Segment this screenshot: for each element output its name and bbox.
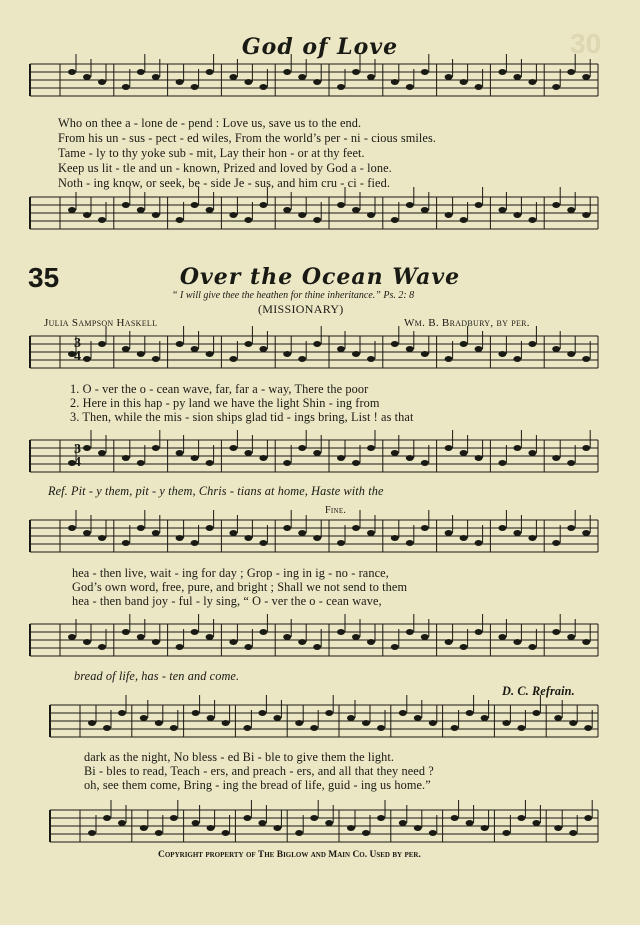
note-head [337, 346, 345, 352]
note-head [352, 351, 360, 357]
time-signature-bass [74, 443, 81, 469]
note-head [191, 629, 199, 635]
note-head [502, 720, 510, 726]
note-head [451, 725, 459, 731]
note-head [122, 455, 130, 461]
note-head [532, 820, 540, 826]
note-head [532, 710, 540, 716]
note-head [98, 217, 106, 223]
note-head [155, 720, 163, 726]
note-head [191, 455, 199, 461]
note-head [259, 84, 267, 90]
note-head [98, 644, 106, 650]
note-head [584, 815, 592, 821]
note-head [567, 207, 575, 213]
note-head [298, 639, 306, 645]
note-head [528, 79, 536, 85]
note-head [176, 217, 184, 223]
note-head [98, 79, 106, 85]
note-head [445, 356, 453, 362]
note-head [191, 540, 199, 546]
note-head [337, 84, 345, 90]
note-head [222, 830, 230, 836]
note-head [421, 351, 429, 357]
note-head [258, 710, 266, 716]
note-head [554, 825, 562, 831]
note-head [243, 725, 251, 731]
note-head [83, 445, 91, 451]
note-head [98, 341, 106, 347]
note-head [406, 629, 414, 635]
note-head [259, 629, 267, 635]
note-head [552, 540, 560, 546]
note-head [582, 356, 590, 362]
note-head [552, 629, 560, 635]
note-head [258, 820, 266, 826]
system2-refrain: bread of life, has - ten and come. [74, 669, 240, 683]
note-head [517, 815, 525, 821]
note-head [259, 540, 267, 546]
note-head [367, 74, 375, 80]
time-signature-top-bass: 3 [74, 442, 81, 457]
note-head [584, 725, 592, 731]
note-head [206, 207, 214, 213]
note-head [283, 634, 291, 640]
system1-verse-1: 1. O - ver the o - cean wave, far, far a - way, There the poor [70, 382, 369, 396]
note-head [466, 820, 474, 826]
note-head [498, 351, 506, 357]
note-head [391, 644, 399, 650]
note-head [83, 212, 91, 218]
note-head [244, 644, 252, 650]
note-head [460, 450, 468, 456]
note-head [337, 540, 345, 546]
page-ghost-number: 30 [570, 28, 602, 59]
system3-verse-2: Bi - bles to read, Teach - ers, and preach - ers, and all that they need ? [84, 764, 434, 778]
note-head [83, 74, 91, 80]
note-head [421, 634, 429, 640]
note-head [137, 69, 145, 75]
note-head [98, 535, 106, 541]
note-head [140, 825, 148, 831]
note-head [152, 356, 160, 362]
note-head [259, 455, 267, 461]
note-head [528, 341, 536, 347]
note-head [137, 460, 145, 466]
note-head [406, 346, 414, 352]
note-head [352, 634, 360, 640]
note-head [552, 346, 560, 352]
note-head [347, 825, 355, 831]
note-head [68, 207, 76, 213]
hymn-subtitle: (MISSIONARY) [258, 302, 344, 316]
note-head [498, 69, 506, 75]
note-head [475, 629, 483, 635]
note-head [298, 212, 306, 218]
note-head [295, 720, 303, 726]
note-head [460, 644, 468, 650]
note-head [352, 69, 360, 75]
copyright-notice: Copyright property of The Biglow and Main Co. Used by per. [158, 850, 421, 860]
note-head [513, 212, 521, 218]
note-head [406, 84, 414, 90]
note-head [310, 815, 318, 821]
note-head [176, 535, 184, 541]
note-head [460, 341, 468, 347]
note-head [513, 356, 521, 362]
note-head [421, 460, 429, 466]
note-head [352, 207, 360, 213]
note-head [222, 720, 230, 726]
note-head [513, 445, 521, 451]
note-head [137, 207, 145, 213]
note-head [229, 639, 237, 645]
note-head [298, 74, 306, 80]
note-head [513, 74, 521, 80]
note-head [152, 212, 160, 218]
note-head [362, 830, 370, 836]
note-head [229, 356, 237, 362]
note-head [206, 634, 214, 640]
note-head [352, 460, 360, 466]
note-head [244, 450, 252, 456]
note-head [176, 450, 184, 456]
note-head [283, 460, 291, 466]
note-head [152, 445, 160, 451]
system1-verse-2: 2. Here in this hap - py land we have the light Shin - ing from [70, 396, 380, 410]
note-head [502, 830, 510, 836]
note-head [191, 84, 199, 90]
note-head [460, 217, 468, 223]
note-head [414, 825, 422, 831]
hymn-number: 35 [28, 262, 60, 293]
note-head [176, 79, 184, 85]
note-head [207, 825, 215, 831]
note-head [137, 351, 145, 357]
note-head [325, 710, 333, 716]
note-head [122, 84, 130, 90]
note-head [118, 710, 126, 716]
note-head [244, 535, 252, 541]
system2-verse-3: hea - then band joy - ful - ly sing, “ O - ver the o - cean wave, [72, 594, 382, 608]
note-head [313, 79, 321, 85]
note-head [206, 69, 214, 75]
note-head [399, 710, 407, 716]
note-head [445, 445, 453, 451]
note-head [83, 356, 91, 362]
note-head [152, 74, 160, 80]
note-head [406, 540, 414, 546]
note-head [176, 644, 184, 650]
note-head [552, 84, 560, 90]
note-head [498, 525, 506, 531]
note-head [475, 346, 483, 352]
dc-refrain-label: D. C. Refrain. [502, 684, 575, 698]
note-head [298, 356, 306, 362]
note-head [206, 460, 214, 466]
note-head [298, 530, 306, 536]
note-head [445, 639, 453, 645]
note-head [298, 445, 306, 451]
note-head [406, 202, 414, 208]
note-head [122, 202, 130, 208]
author-credit: Julia Sampson Haskell [44, 317, 158, 329]
note-head [377, 725, 385, 731]
note-head [554, 715, 562, 721]
note-head [337, 202, 345, 208]
note-head [451, 815, 459, 821]
system3-verse-1: dark as the night, No bless - ed Bi - ble to give them the light. [84, 750, 395, 764]
note-head [229, 445, 237, 451]
note-head [582, 74, 590, 80]
note-head [528, 535, 536, 541]
note-head [68, 69, 76, 75]
note-head [406, 455, 414, 461]
note-head [582, 639, 590, 645]
note-head [567, 634, 575, 640]
note-head [352, 525, 360, 531]
hymn-top-verse-5: Noth - ing know, or seek, be - side Je - sus, and him cru - ci - fied. [58, 176, 390, 190]
note-head [229, 212, 237, 218]
note-head [313, 644, 321, 650]
hymn-top-verse-1: Who on thee a - lone de - pend : Love us, save us to the end. [58, 116, 362, 130]
hymn-top-verse-3: Tame - ly to thy yoke sub - mit, Lay their hon - or at thy feet. [58, 146, 365, 160]
note-head [399, 820, 407, 826]
note-head [103, 725, 111, 731]
note-head [313, 450, 321, 456]
note-head [207, 715, 215, 721]
note-head [259, 202, 267, 208]
note-head [176, 341, 184, 347]
note-head [206, 525, 214, 531]
note-head [273, 825, 281, 831]
note-head [475, 540, 483, 546]
note-head [140, 715, 148, 721]
note-head [152, 639, 160, 645]
note-head [414, 715, 422, 721]
note-head [83, 530, 91, 536]
note-head [367, 530, 375, 536]
note-head [421, 207, 429, 213]
note-head [337, 455, 345, 461]
note-head [122, 540, 130, 546]
note-head [475, 84, 483, 90]
note-head [367, 445, 375, 451]
system2-verse-1: hea - then live, wait - ing for day ; Grop - ing in ig - no - rance, [72, 566, 389, 580]
note-head [68, 634, 76, 640]
system1-verse-3: 3. Then, while the mis - sion ships glad tid - ings bring, List ! as that [70, 410, 414, 424]
hymn-top-verse-4: Keep us lit - tle and un - known, Prized and loved by God a - lone. [58, 161, 392, 175]
note-head [103, 815, 111, 821]
note-head [118, 820, 126, 826]
note-head [517, 725, 525, 731]
note-head [429, 720, 437, 726]
time-signature-treble [74, 337, 81, 363]
note-head [337, 629, 345, 635]
note-head [421, 69, 429, 75]
note-head [445, 212, 453, 218]
note-head [391, 79, 399, 85]
note-head [569, 830, 577, 836]
note-head [391, 535, 399, 541]
note-head [567, 460, 575, 466]
note-head [191, 346, 199, 352]
note-head [552, 455, 560, 461]
system2-verse-2: God’s own word, free, pure, and bright ; Shall we not send to them [72, 580, 408, 594]
hymn-top-title: God of Love [241, 34, 399, 60]
note-head [313, 341, 321, 347]
fine-label: Fine. [325, 505, 347, 516]
note-head [429, 830, 437, 836]
note-head [481, 715, 489, 721]
note-head [528, 450, 536, 456]
note-head [88, 830, 96, 836]
time-signature-top: 3 [74, 336, 81, 351]
note-head [475, 202, 483, 208]
time-signature-bottom-bass: 4 [74, 455, 81, 470]
note-head [283, 207, 291, 213]
note-head [122, 346, 130, 352]
note-head [137, 525, 145, 531]
note-head [528, 217, 536, 223]
note-head [229, 74, 237, 80]
note-head [83, 639, 91, 645]
note-head [273, 715, 281, 721]
note-head [498, 460, 506, 466]
note-head [192, 820, 200, 826]
note-head [391, 450, 399, 456]
note-head [481, 825, 489, 831]
note-head [552, 202, 560, 208]
note-head [582, 212, 590, 218]
note-head [310, 725, 318, 731]
system1-refrain: Ref. Pit - y them, pit - y them, Chris - tians at home, Haste with the [48, 484, 384, 498]
note-head [367, 356, 375, 362]
note-head [137, 634, 145, 640]
note-head [567, 351, 575, 357]
note-head [68, 525, 76, 531]
note-head [445, 530, 453, 536]
note-head [313, 535, 321, 541]
note-head [421, 525, 429, 531]
note-head [206, 351, 214, 357]
note-head [367, 212, 375, 218]
note-head [460, 535, 468, 541]
note-head [513, 530, 521, 536]
composer-credit: Wm. B. Bradbury, by per. [404, 317, 530, 329]
note-head [98, 450, 106, 456]
note-head [192, 710, 200, 716]
note-head [313, 217, 321, 223]
note-head [567, 525, 575, 531]
note-head [325, 820, 333, 826]
system3-verse-3: oh, see them come, Bring - ing the bread of life, guid - ing us home.” [84, 778, 431, 792]
note-head [88, 720, 96, 726]
note-head [391, 341, 399, 347]
note-head [445, 74, 453, 80]
note-head [528, 644, 536, 650]
hymn-top-verse-2: From his un - sus - pect - ed wiles, From the world’s per - ni - cious smiles. [58, 131, 437, 145]
note-head [367, 639, 375, 645]
note-head [155, 830, 163, 836]
note-head [244, 79, 252, 85]
note-head [582, 445, 590, 451]
note-head [244, 217, 252, 223]
note-head [122, 629, 130, 635]
note-head [362, 720, 370, 726]
note-head [244, 341, 252, 347]
note-head [377, 815, 385, 821]
note-head [569, 720, 577, 726]
note-head [295, 830, 303, 836]
note-head [391, 217, 399, 223]
note-head [283, 351, 291, 357]
hymn-35-title: Over the Ocean Wave [179, 264, 461, 290]
note-head [567, 69, 575, 75]
time-signature-bottom: 4 [74, 349, 81, 364]
note-head [243, 815, 251, 821]
note-head [229, 530, 237, 536]
note-head [460, 79, 468, 85]
note-head [498, 207, 506, 213]
note-head [466, 710, 474, 716]
note-head [170, 815, 178, 821]
scripture-reference: “ I will give thee the heathen for thine inheritance.” Ps. 2: 8 [172, 290, 415, 301]
note-head [475, 455, 483, 461]
note-head [498, 634, 506, 640]
note-head [283, 525, 291, 531]
note-head [191, 202, 199, 208]
note-head [347, 715, 355, 721]
note-head [283, 69, 291, 75]
note-head [170, 725, 178, 731]
note-head [513, 639, 521, 645]
note-head [259, 346, 267, 352]
note-head [152, 530, 160, 536]
note-head [582, 530, 590, 536]
